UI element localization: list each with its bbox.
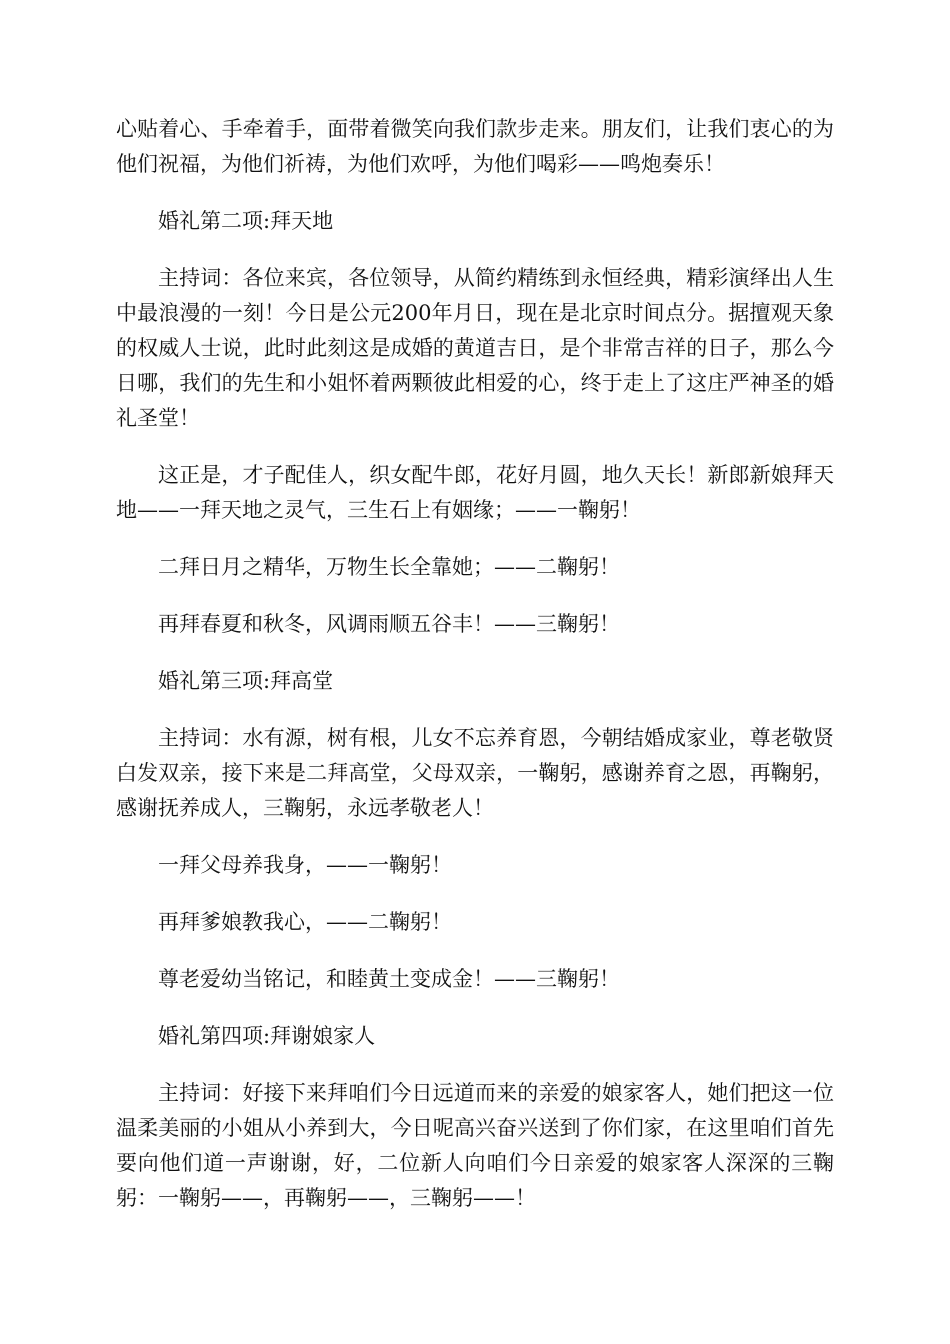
paragraph: 主持词：各位来宾，各位领导，从简约精练到永恒经典，精彩演绎出人生中最浪漫的一刻！今日是公元200年月日，现在是北京时间点分。据擅观天象的权威人士说，此时此刻这是成婚的黄道吉日，是个非常吉祥的日子，那么今日哪，我们的先生和小姐怀着两颗彼此相爱的心，终于走上了这庄严神圣的婚礼圣堂！ bbox=[116, 266, 834, 430]
paragraph: 再拜春夏和秋冬，风调雨顺五谷丰！——三鞠躬！ bbox=[158, 612, 620, 636]
paragraph: 这正是，才子配佳人，织女配牛郎，花好月圆，地久天长！新郎新娘拜天地——一拜天地之灵气，三生石上有姻缘；——一鞠躬！ bbox=[116, 463, 834, 522]
paragraph: 主持词：水有源，树有根，儿女不忘养育恩，今朝结婚成家业，尊老敬贤白发双亲，接下来是二拜高堂，父母双亲，一鞠躬，感谢养育之恩，再鞠躬，感谢抚养成人，三鞠躬，永远孝敬老人！ bbox=[116, 726, 834, 820]
paragraph: 尊老爱幼当铭记，和睦黄土变成金！——三鞠躬！ bbox=[158, 967, 620, 991]
paragraph: 主持词：好接下来拜咱们今日远道而来的亲爱的娘家客人，她们把这一位温柔美丽的小姐从小养到大，今日呢高兴奋兴送到了你们家，在这里咱们首先要向他们道一声谢谢，好，二位新人向咱们今日亲爱的娘家客人深深的三鞠躬：一鞠躬——，再鞠躬——，三鞠躬——！ bbox=[116, 1081, 834, 1210]
paragraph: 二拜日月之精华，万物生长全靠她；——二鞠躬！ bbox=[158, 555, 620, 579]
section-heading-4: 婚礼第四项:拜谢娘家人 bbox=[158, 1024, 376, 1048]
section-heading-3: 婚礼第三项:拜高堂 bbox=[158, 669, 334, 693]
section-heading-2: 婚礼第二项:拜天地 bbox=[158, 209, 334, 233]
document-page bbox=[116, 112, 834, 1238]
paragraph: 一拜父母养我身，——一鞠躬！ bbox=[158, 853, 452, 877]
paragraph: 再拜爹娘教我心，——二鞠躬！ bbox=[158, 910, 452, 934]
paragraph-continued: 心贴着心、手牵着手，面带着微笑向我们款步走来。朋友们，让我们衷心的为他们祝福，为他们祈祷，为他们欢呼，为他们喝彩——鸣炮奏乐！ bbox=[116, 117, 834, 176]
